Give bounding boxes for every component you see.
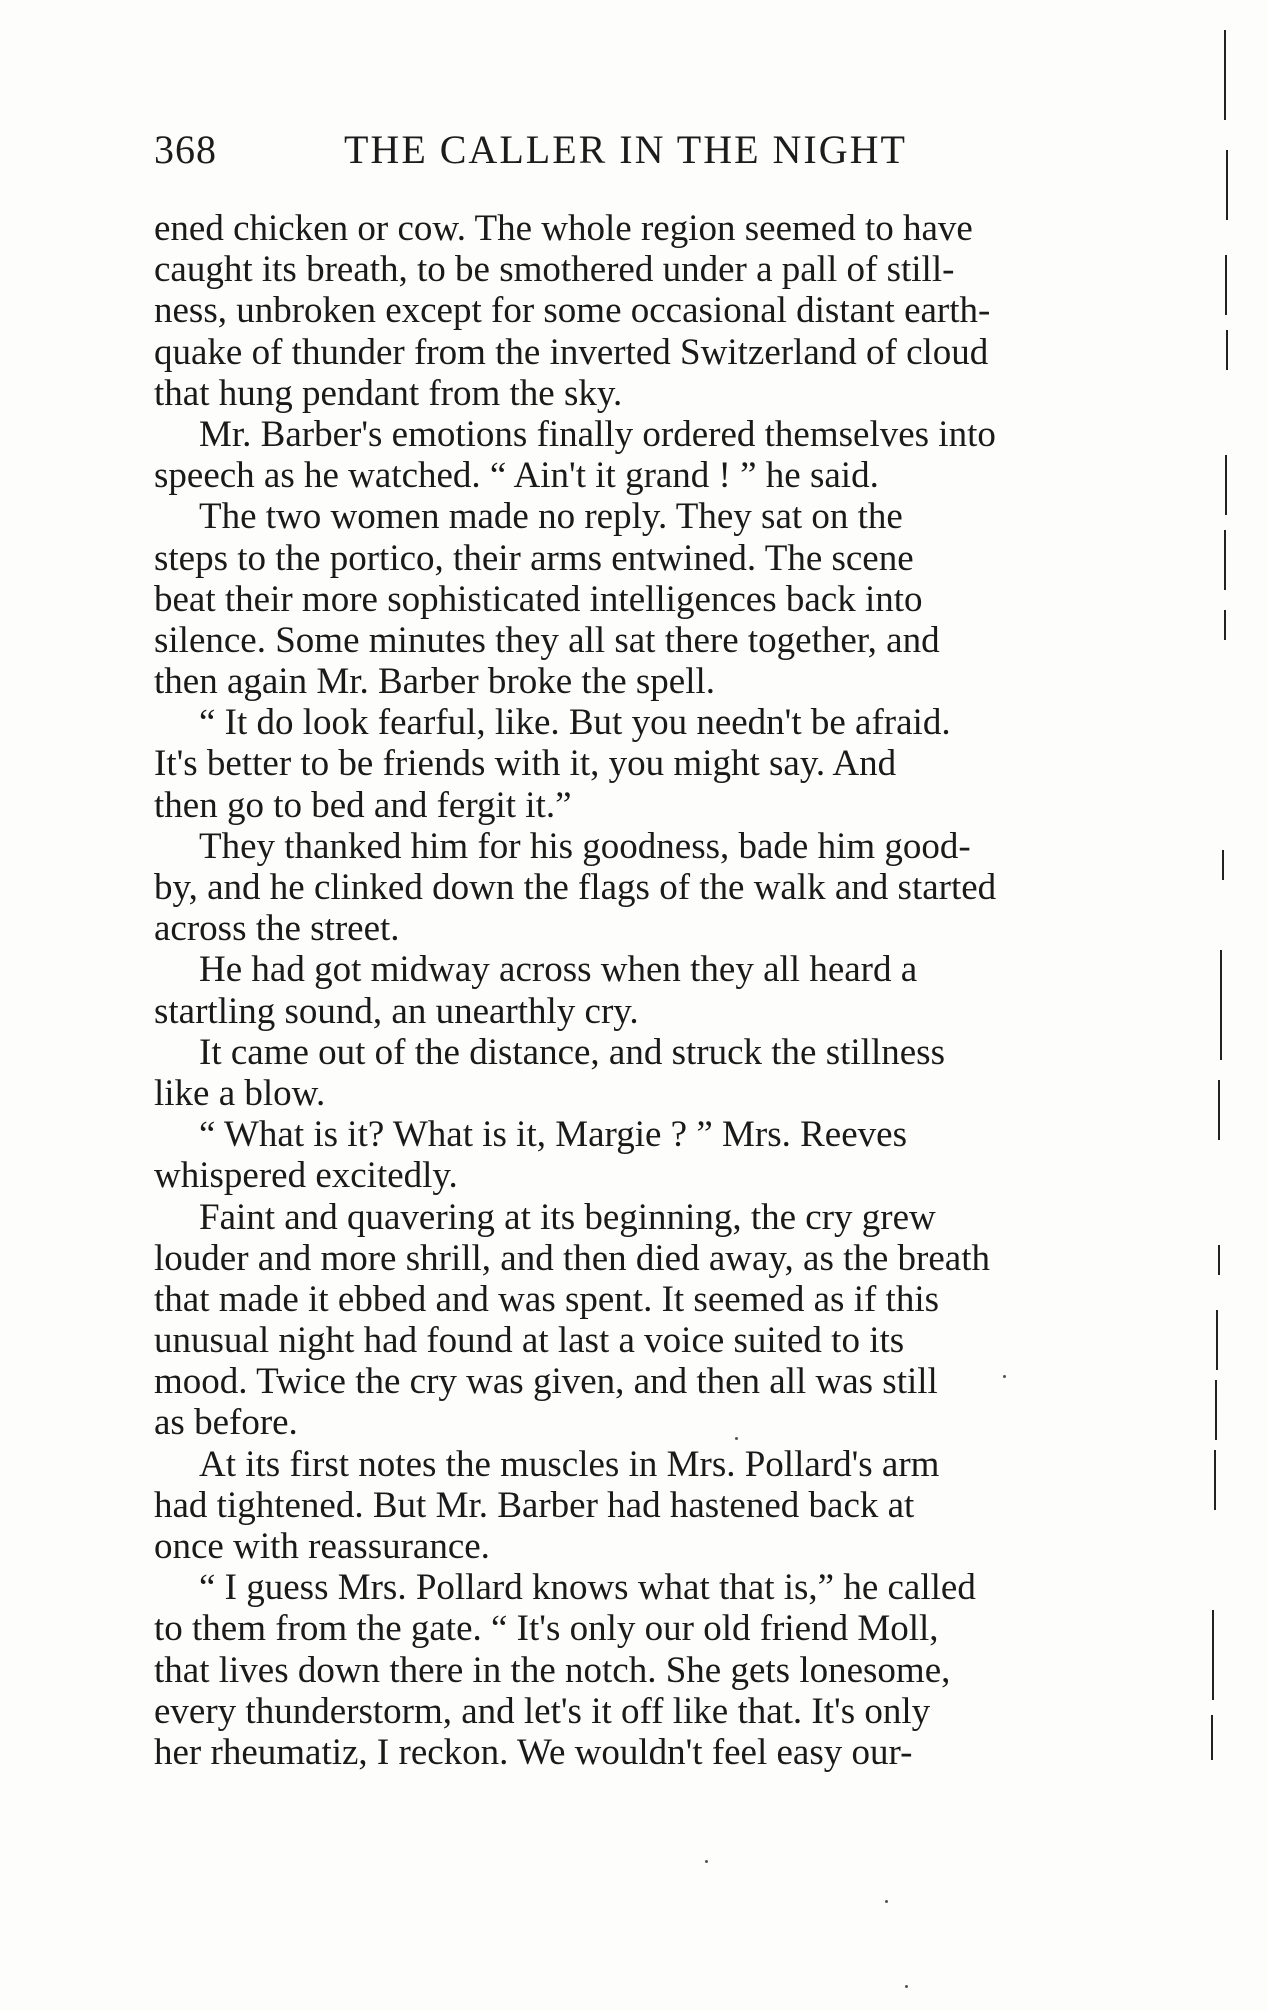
- text-line: It came out of the distance, and struck the stillness: [199, 1031, 945, 1073]
- text-line: ened chicken or cow. The whole region seemed to have: [154, 208, 973, 249]
- text-line: beat their more sophisticated intelligences back into: [154, 578, 923, 620]
- paper-speck: [885, 1900, 888, 1903]
- text-line: like a blow.: [154, 1072, 326, 1114]
- body-text: [154, 208, 1174, 1773]
- text-line: He had got midway across when they all heard a: [199, 949, 918, 991]
- text-line: by, and he clinked down the flags of the walk and started: [154, 867, 997, 908]
- paragraph: [154, 414, 1174, 496]
- text-line: every thunderstorm, and let's it off like that. It's only: [154, 1690, 931, 1732]
- text-line: Mr. Barber's emotions finally ordered themselves into: [199, 413, 996, 455]
- paragraph: [154, 702, 1174, 826]
- text-line: “ I guess Mrs. Pollard knows what that is,” he called: [199, 1567, 976, 1609]
- page-edge-mark: [1225, 255, 1227, 315]
- page-edge-mark: [1214, 1450, 1216, 1510]
- paragraph: [154, 1114, 1174, 1196]
- page-edge-mark: [1226, 330, 1228, 370]
- text-line: ness, unbroken except for some occasional distant earth-: [154, 290, 991, 332]
- running-head: [154, 126, 1034, 186]
- page-number: 368: [154, 127, 217, 172]
- page-edge-mark: [1222, 850, 1224, 880]
- text-line: Faint and quavering at its beginning, the cry grew: [199, 1196, 936, 1238]
- page-edge-mark: [1224, 30, 1226, 120]
- text-line: speech as he watched. “ Ain't it grand ! ” he said.: [154, 455, 879, 497]
- paragraph: [154, 208, 1174, 414]
- text-line: that hung pendant from the sky.: [154, 372, 623, 414]
- text-line: then go to bed and fergit it.”: [154, 784, 572, 826]
- text-line: quake of thunder from the inverted Switzerland of cloud: [154, 331, 989, 373]
- text-line: across the street.: [154, 908, 400, 950]
- paper-speck: [905, 1985, 908, 1988]
- text-line: steps to the portico, their arms entwined. The scene: [154, 537, 914, 579]
- page-edge-mark: [1225, 455, 1227, 515]
- text-line: once with reassurance.: [154, 1526, 490, 1567]
- page-edge-mark: [1212, 1610, 1214, 1700]
- text-line: as before.: [154, 1402, 298, 1444]
- text-line: startling sound, an unearthly cry.: [154, 990, 639, 1032]
- page-edge-mark: [1215, 1380, 1217, 1440]
- paragraph: [154, 949, 1174, 1031]
- text-line: It's better to be friends with it, you might say. And: [154, 743, 897, 785]
- paper-speck: [1003, 1375, 1006, 1378]
- page-edge-mark: [1216, 1310, 1218, 1370]
- page-edge-mark: [1224, 530, 1226, 590]
- page-edge-mark: [1211, 1715, 1213, 1760]
- text-line: At its first notes the muscles in Mrs. Pollard's arm: [199, 1443, 940, 1485]
- text-line: They thanked him for his goodness, bade him good-: [199, 825, 971, 867]
- page-edge-mark: [1218, 1245, 1220, 1275]
- page-edge-mark: [1224, 610, 1226, 640]
- paper-speck: [735, 1437, 738, 1440]
- paragraph: [154, 1444, 1174, 1568]
- paragraph: [154, 1567, 1174, 1773]
- text-line: “ What is it? What is it, Margie ? ” Mrs. Reeves: [199, 1114, 907, 1156]
- text-line: mood. Twice the cry was given, and then all was still: [154, 1361, 938, 1403]
- text-line: “ It do look fearful, like. But you needn't be afraid.: [199, 702, 951, 744]
- page-edge-mark: [1226, 150, 1228, 220]
- page-edge-mark: [1220, 950, 1222, 1060]
- text-line: to them from the gate. “ It's only our old friend Moll,: [154, 1608, 939, 1650]
- text-line: that lives down there in the notch. She gets lonesome,: [154, 1649, 951, 1691]
- text-line: her rheumatiz, I reckon. We wouldn't feel easy our-: [154, 1731, 913, 1773]
- text-line: then again Mr. Barber broke the spell.: [154, 661, 715, 703]
- paragraph: [154, 1197, 1174, 1444]
- paper-speck: [705, 1860, 708, 1863]
- paragraph: [154, 496, 1174, 702]
- paragraph: [154, 826, 1174, 950]
- text-line: had tightened. But Mr. Barber had hastened back at: [154, 1484, 915, 1526]
- text-line: The two women made no reply. They sat on the: [199, 496, 903, 538]
- text-line: caught its breath, to be smothered under a pall of still-: [154, 249, 955, 291]
- page-edge-mark: [1218, 1080, 1220, 1140]
- paragraph: [154, 1032, 1174, 1114]
- running-title: THE CALLER IN THE NIGHT: [344, 127, 907, 172]
- text-line: whispered excitedly.: [154, 1155, 458, 1197]
- text-line: louder and more shrill, and then died away, as the breath: [154, 1237, 990, 1279]
- text-line: silence. Some minutes they all sat there together, and: [154, 619, 940, 661]
- text-line: unusual night had found at last a voice suited to its: [154, 1320, 905, 1362]
- text-line: that made it ebbed and was spent. It seemed as if this: [154, 1278, 940, 1320]
